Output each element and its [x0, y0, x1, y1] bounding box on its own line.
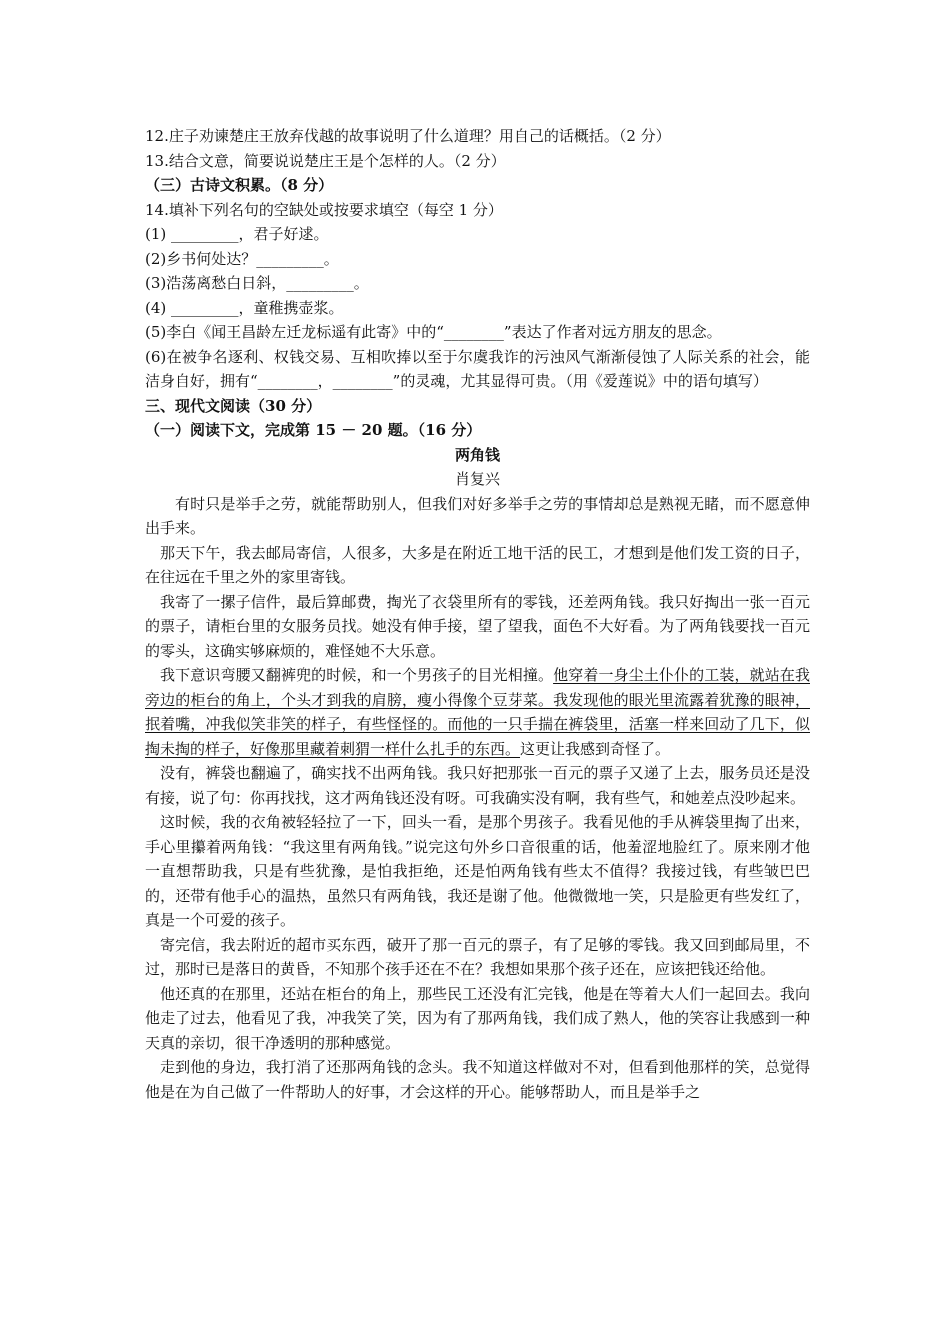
part-heading-modern-reading: 三、现代文阅读（30 分） — [145, 396, 322, 415]
question-12: 12.庄子劝谏楚庄王放弃伐越的故事说明了什么道理？用自己的话概括。（2 分） — [145, 127, 671, 145]
article-author: 肖复兴 — [454, 470, 500, 488]
fill-blank-4: (4) _________，童稚携壶浆。 — [145, 298, 344, 317]
article-paragraph: 走到他的身边，我打消了还那两角钱的念头。我不知道这样做对不对，但看到他那样的笑，总觉得他是在为自己做了一件帮助人的好事，才会这样的开心。能够帮助人，而且是举手之 — [145, 1058, 810, 1101]
reading-instruction: （一）阅读下文，完成第 15 － 20 题。（16 分） — [145, 421, 482, 439]
article-paragraph: 我寄了一摞子信件，最后算邮费，掏光了衣袋里所有的零钱，还差两角钱。我只好掏出一张一百元的票子，请柜台里的女服务员找。她没有伸手接，望了望我，面色不大好看。为了两角钱要找一百元的零头，这确实够麻烦的，难怪她不大乐意。 — [145, 592, 810, 660]
article-paragraph: 没有，裤袋也翻遍了，确实找不出两角钱。我只好把那张一百元的票子又递了上去，服务员还是没有接，说了句：你再找找，这才两角钱还没有呀。可我确实没有啊，我有些气，和她差点没吵起来。 — [145, 764, 810, 807]
paragraph-text: 我下意识弯腰又翻裤兜的时候，和一个男孩子的目光相撞。 — [160, 666, 554, 684]
question-13: 13.结合文意，简要说说楚庄王是个怎样的人。（2 分） — [145, 151, 506, 170]
fill-blank-1: (1) _________，君子好逑。 — [145, 225, 329, 243]
article-title: 两角钱 — [454, 445, 500, 464]
article-paragraph: 有时只是举手之劳，就能帮助别人，但我们对好多举手之劳的事情却总是熟视无睹，而不愿意伸出手来。 — [145, 494, 810, 537]
article-paragraph: 寄完信，我去附近的超市买东西，破开了那一百元的票子，有了足够的零钱。我又回到邮局里，不过，那时已是落日的黄昏，不知那个孩手还在不在？我想如果那个孩子还在，应该把钱还给他。 — [145, 935, 810, 978]
section-heading-classical: （三）古诗文积累。（8 分） — [145, 176, 334, 194]
page-content — [145, 124, 810, 1104]
article-paragraph: 这时候，我的衣角被轻轻拉了一下，回头一看，是那个男孩子。我看见他的手从裤袋里掏了出来，手心里攥着两角钱：“我这里有两角钱。”说完这句外乡口音很重的话，他羞涩地脸红了。原来刚才他一直想帮助我，只是有些犹豫，是怕我拒绝，还是怕两角钱有些太不值得？我接过钱，有些皱巴巴的，还带有他手心的温热，虽然只有两角钱，我还是谢了他。他微微地一笑，只是脸更有些发红了，真是一个可爱的孩子。 — [145, 813, 810, 929]
article-paragraph: 他还真的在那里，还站在柜台的角上，那些民工还没有汇完钱，他是在等着大人们一起回去。我向他走了过去，他看见了我，冲我笑了笑，因为有了那两角钱，我们成了熟人，他的笑容让我感到一种天真的亲切，很干净透明的那种感觉。 — [145, 984, 810, 1052]
fill-blank-6: (6)在被争名逐利、权钱交易、互相吹捧以至于尔虞我诈的污浊风气渐渐侵蚀了人际关系的社会，能洁身自好，拥有“________，________”的灵魂，尤其显得可贵。（用《爱莲说》中的语句填写） — [145, 347, 810, 390]
fill-blank-3: (3)浩荡离愁白日斜，_________。 — [145, 274, 369, 292]
fill-blank-2: (2)乡书何处达？_________。 — [145, 249, 339, 268]
underlined-passage: 他穿着一身尘土仆仆的工装，就站在我旁边的柜台的角上，个头才到我的肩膀，瘦小得像个豆芽菜。我发现他的眼光里流露着犹豫的眼神，抿着嘴，冲我似笑非笑的样子，有些怪怪的。而他的一只手揣在裤袋里，活塞一样来回动了几下，似掏未掏的样子，好像那里藏着刺猬一样什么扎手的东西。 — [145, 666, 810, 758]
fill-blank-5: (5)李白《闻王昌龄左迁龙标遥有此寄》中的“________”表达了作者对远方朋友的思念。 — [145, 323, 722, 341]
paragraph-text: 这更让我感到奇怪了。 — [520, 739, 671, 758]
question-14: 14.填补下列名句的空缺处或按要求填空（每空 1 分） — [145, 200, 503, 219]
article-paragraph: 那天下午，我去邮局寄信，人很多，大多是在附近工地干活的民工，才想到是他们发工资的日子，在往远在千里之外的家里寄钱。 — [145, 543, 810, 586]
article-paragraph — [145, 663, 810, 761]
